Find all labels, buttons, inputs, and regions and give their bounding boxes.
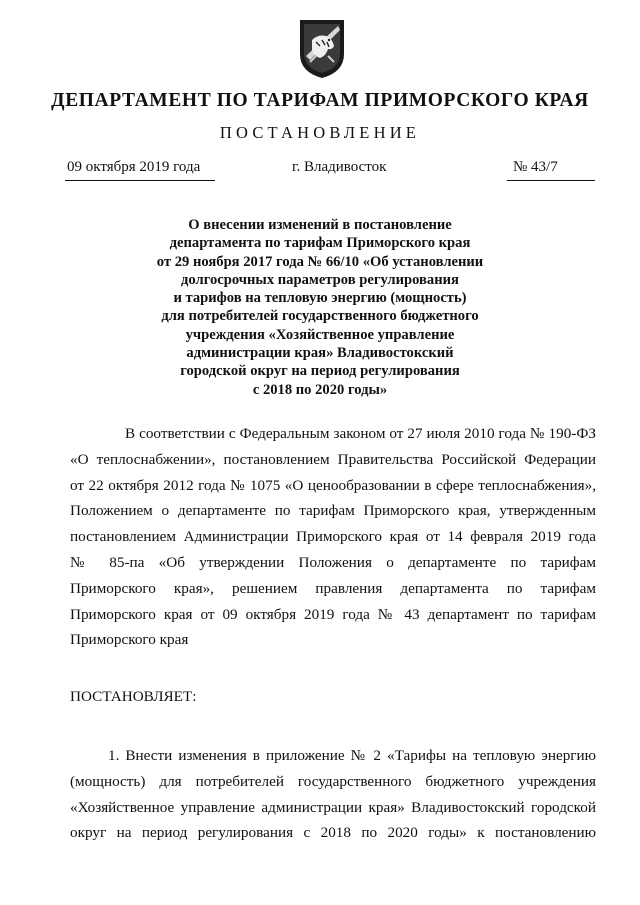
preamble-line: Положением о департаменте по тарифам Приморского края, утвержденным (70, 502, 596, 520)
preamble-line: Приморского края», решением правления департамента по тарифам (70, 579, 596, 597)
subject-line: учреждения «Хозяйственное управление (185, 326, 455, 343)
preamble-line: № 85-па «Об утверждении Положения о департаменте по тарифам (70, 553, 596, 571)
document-date: 09 октября 2019 года (67, 159, 201, 175)
preamble-line: В соответствии с Федеральным законом от 27 июля 2010 года № 190-ФЗ (125, 425, 596, 442)
subject-line: О внесении изменений в постановление (188, 217, 452, 233)
preamble-line: Приморского края от 09 октября 2019 года № 43 департамент по тарифам (70, 605, 596, 623)
point-1-paragraph (70, 743, 596, 846)
preamble-line: Приморского края (70, 631, 189, 649)
subject-line: городской округ на период регулирования (180, 363, 460, 380)
subject-line: для потребителей государственного бюджетного (161, 308, 479, 325)
point-line: «Хозяйственное управление администрации края» Владивостокский городской (70, 798, 596, 816)
date-underline (65, 180, 215, 181)
subject-line: долгосрочных параметров регулирования (181, 271, 459, 288)
department-title: ДЕПАРТАМЕНТ ПО ТАРИФАМ ПРИМОРСКОГО КРАЯ (51, 90, 589, 111)
point-line: 1. Внести изменения в приложение № 2 «Тарифы на тепловую энергию (108, 747, 596, 764)
preamble-line: «О теплоснабжении», постановлением Правительства Российской Федерации (70, 450, 596, 468)
subject-line: и тарифов на тепловую энергию (мощность) (173, 290, 467, 307)
document-type: ПОСТАНОВЛЕНИЕ (219, 123, 421, 142)
document-city: г. Владивосток (292, 159, 387, 175)
subject-line: с 2018 по 2020 годы» (252, 381, 388, 398)
preamble-paragraph (70, 421, 596, 653)
coat-of-arms-tiger-icon (296, 16, 348, 80)
point-line: округ на период регулирования с 2018 по 2020 годы» к постановлению (70, 824, 596, 842)
preamble-line: постановлением Администрации Приморского края от 14 февраля 2019 года (70, 528, 596, 546)
preamble-line: от 22 октября 2012 года № 1075 «О ценообразовании в сфере теплоснабжения», (70, 476, 596, 494)
document-number: № 43/7 (513, 159, 558, 175)
number-underline (507, 180, 595, 181)
subject-line: от 29 ноября 2017 года № 66/10 «Об установлении (156, 253, 484, 270)
decree-word: ПОСТАНОВЛЯЕТ: (70, 688, 197, 705)
subject-line: администрации края» Владивостокский (186, 345, 454, 362)
document-subject (120, 216, 520, 399)
subject-line: департамента по тарифам Приморского края (169, 235, 471, 252)
point-line: (мощность) для потребителей государственного бюджетного учреждения (70, 772, 596, 790)
